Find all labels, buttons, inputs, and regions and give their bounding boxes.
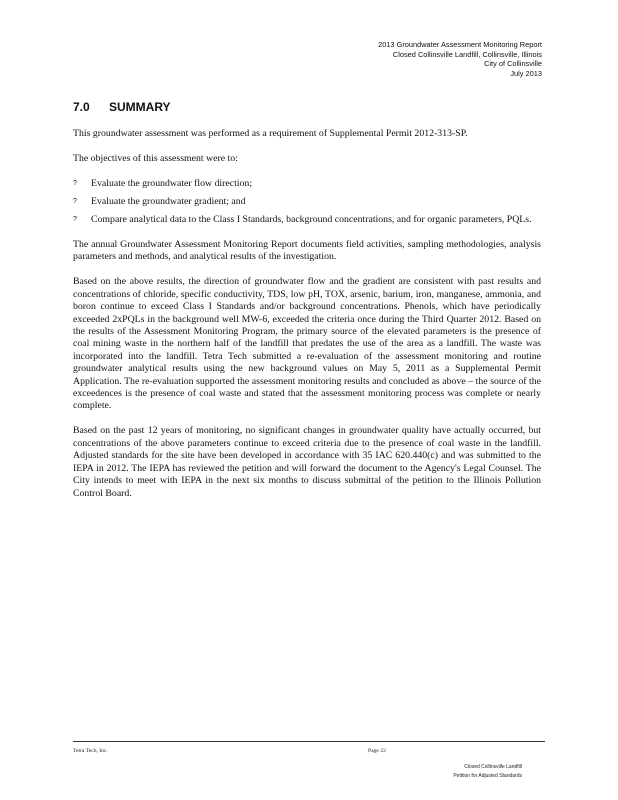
paragraph-objectives-lead: The objectives of this assessment were to: bbox=[73, 153, 238, 164]
footer-document-id bbox=[453, 763, 522, 781]
section-title: SUMMARY bbox=[109, 100, 171, 114]
paragraph-monitoring-history: Based on the past 12 years of monitoring, no significant changes in groundwater quality have actually occurred, but concentrations of the above parameters continue to exceed criteria due to the presence of coal waste in the landfill. Adjusted standards for the site have been developed in accordance with 35 IAC 620.440(c) and was submitted to the IEPA in 2012. The IEPA has reviewed the petition and will forward the document to the Agency's Legal Counsel. The City intends to meet with IEPA in the next six months to discuss submittal of the petition to the Illinois Pollution Control Board. bbox=[73, 425, 541, 499]
bullet-symbol: ? bbox=[73, 180, 77, 187]
header-client: City of Collinsville bbox=[484, 59, 542, 69]
list-item bbox=[73, 178, 541, 190]
list-item bbox=[73, 214, 541, 226]
footer-company: Tetra Tech, Inc. bbox=[73, 748, 108, 754]
header-date: July 2013 bbox=[510, 68, 542, 78]
bullet-symbol: ? bbox=[73, 198, 77, 205]
footer-page-number: Page 22 bbox=[368, 748, 386, 754]
paragraph-intro: This groundwater assessment was performed as a requirement of Supplemental Permit 2012-313-SP. bbox=[73, 128, 468, 139]
objectives-list bbox=[73, 178, 541, 226]
section-heading bbox=[73, 100, 171, 114]
header-report-title: 2013 Groundwater Assessment Monitoring Report bbox=[378, 40, 542, 49]
running-header bbox=[378, 40, 542, 78]
list-item-text: Evaluate the groundwater flow direction; bbox=[91, 178, 253, 189]
header-site-name: Closed Collinsville Landfill, Collinsville, Illinois bbox=[392, 49, 542, 59]
list-item bbox=[73, 196, 541, 208]
list-item-text: Evaluate the groundwater gradient; and bbox=[91, 196, 246, 207]
section-number: 7.0 bbox=[73, 100, 90, 114]
document-body bbox=[73, 128, 541, 513]
footer-right-line1: Closed Collinsville Landfill bbox=[464, 764, 522, 770]
paragraph-report-documents: The annual Groundwater Assessment Monitoring Report documents field activities, sampling methodologies, analysis parameters and methods, and analytical results of the investigation. bbox=[73, 239, 541, 263]
paragraph-results: Based on the above results, the direction of groundwater flow and the gradient are consistent with past results and concentrations of chloride, specific conductivity, TDS, low pH, TOX, arsenic, barium, iron, manganese, ammonia, and boron continue to exceed Class I Standards and/or background concentrations. Phenols, which have periodically exceeded 2xPQLs in the background well MW-6, exceeded the criteria once during the Third Quarter 2012. Based on the results of the Assessment Monitoring Program, the primary source of the elevated parameters is the presence of coal mining waste in the northern half of the landfill that predates the use of the area as a landfill. The waste was incorporated into the landfill. Tetra Tech submitted a re-evaluation of the assessment monitoring and routine groundwater analytical results using the new background values on May 5, 2011 as a Supplemental Permit Application. The re-evaluation supported the assessment monitoring results and concluded as above – the source of the exceedences is the presence of coal waste and stated that the assessment monitoring process was complete or nearly complete. bbox=[73, 276, 541, 412]
footer-right-line2: Petition for Adjusted Standards bbox=[453, 773, 522, 779]
footer-divider bbox=[73, 741, 545, 742]
bullet-symbol: ? bbox=[73, 216, 77, 223]
list-item-text: Compare analytical data to the Class I Standards, background concentrations, and for organic parameters, PQLs. bbox=[91, 214, 532, 225]
